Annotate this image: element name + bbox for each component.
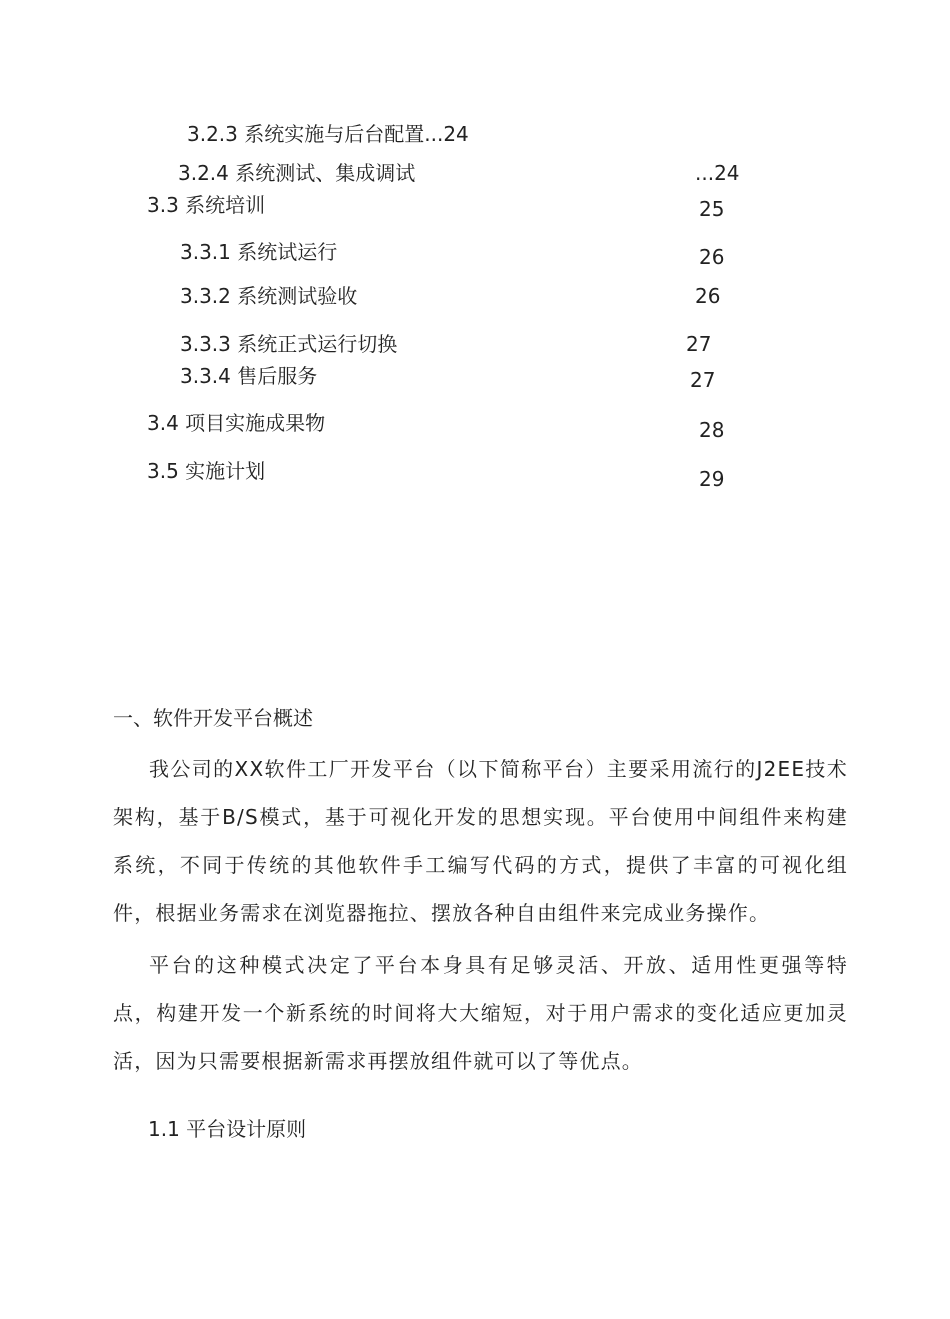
toc-entry-3-5: 3.5 实施计划 bbox=[147, 459, 266, 483]
section-heading: 一、软件开发平台概述 bbox=[113, 706, 313, 730]
toc-page-3-3-4: 27 bbox=[690, 368, 716, 392]
toc-entry-3-3-4: 3.3.4 售后服务 bbox=[180, 364, 318, 388]
toc-page-3-3-1: 26 bbox=[699, 245, 725, 269]
toc-entry-3-4: 3.4 项目实施成果物 bbox=[147, 411, 326, 435]
toc-entry-3-3: 3.3 系统培训 bbox=[147, 193, 266, 217]
toc-entry-3-3-2: 3.3.2 系统测试验收 bbox=[180, 284, 358, 308]
toc-page-3-3: 25 bbox=[699, 197, 725, 221]
toc-page-3-2-4: ...24 bbox=[695, 161, 740, 185]
subsection-heading: 1.1 平台设计原则 bbox=[148, 1117, 307, 1141]
toc-entry-3-2-3: 3.2.3 系统实施与后台配置...24 bbox=[187, 122, 469, 146]
toc-entry-3-3-1: 3.3.1 系统试运行 bbox=[180, 240, 338, 264]
toc-page-3-4: 28 bbox=[699, 418, 725, 442]
toc-page-3-5: 29 bbox=[699, 467, 725, 491]
toc-page-3-3-3: 27 bbox=[686, 332, 712, 356]
toc-entry-3-2-4: 3.2.4 系统测试、集成调试 bbox=[178, 161, 416, 185]
paragraph-2: 平台的这种模式决定了平台本身具有足够灵活、开放、适用性更强等特点，构建开发一个新系统的时间将大大缩短，对于用户需求的变化适应更加灵活，因为只需要根据新需求再摆放组件就可以了等优点。 bbox=[113, 953, 848, 1073]
toc-entry-3-3-3: 3.3.3 系统正式运行切换 bbox=[180, 332, 398, 356]
toc-page-3-3-2: 26 bbox=[695, 284, 721, 308]
paragraph-1: 我公司的XX软件工厂开发平台（以下简称平台）主要采用流行的J2EE技术架构，基于B/S模式，基于可视化开发的思想实现。平台使用中间组件来构建系统，不同于传统的其他软件手工编写代码的方式，提供了丰富的可视化组件，根据业务需求在浏览器拖拉、摆放各种自由组件来完成业务操作。 bbox=[113, 757, 848, 925]
